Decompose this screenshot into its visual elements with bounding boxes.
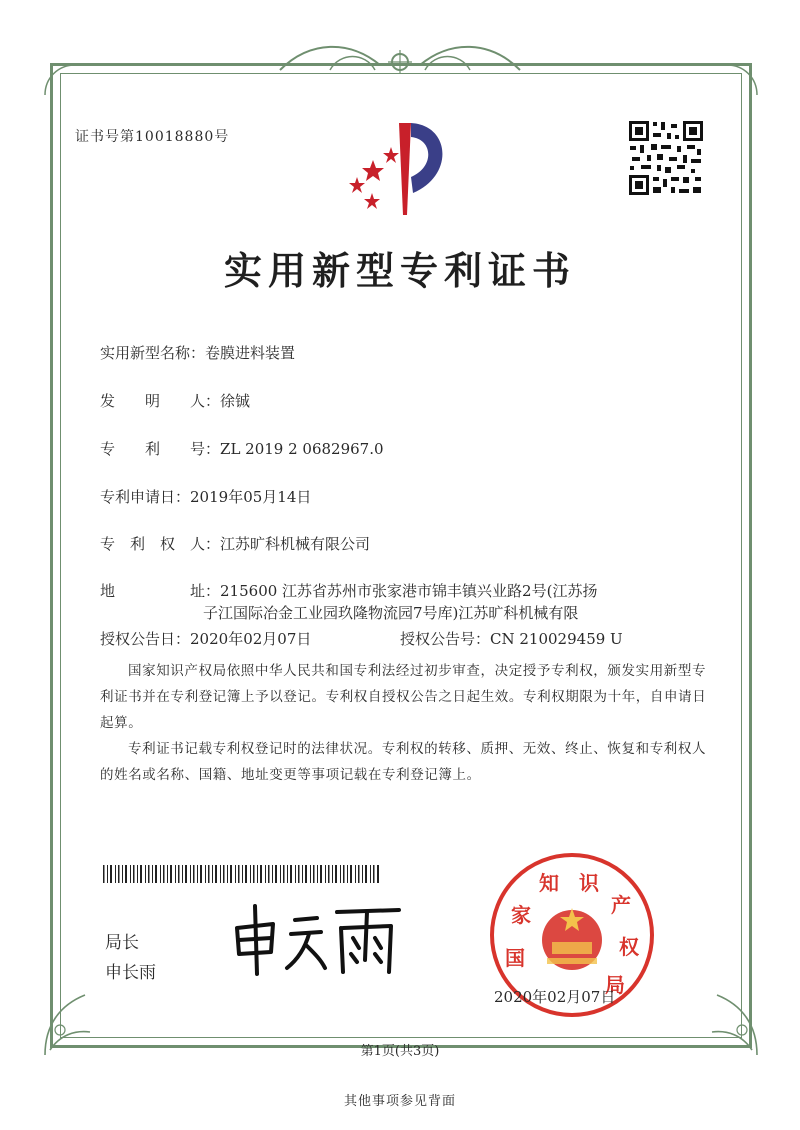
patent-number-row (100, 438, 384, 459)
grant-number-label: 授权公告号： (400, 630, 491, 648)
certificate-statement-paragraph: 国家知识产权局依照中华人民共和国专利法经过初步审查，决定授予专利权，颁发实用新型专利证书并在专利登记簿上予以登记。专利权自授权公告之日起生效。专利权期限为十年，自申请日起算。 (100, 663, 707, 731)
filing-date-label: 专利申请日： (100, 488, 191, 506)
barcode-icon (103, 865, 380, 883)
utility-model-name-value: 卷膜进料装置 (205, 344, 296, 362)
patentee-row (100, 533, 370, 554)
inventor-row (100, 390, 250, 411)
utility-model-name-row (100, 342, 295, 363)
svg-text:识: 识 (579, 871, 599, 895)
utility-model-name-label: 实用新型名称： (100, 344, 206, 362)
certificate-title: 实用新型专利证书 (223, 249, 576, 293)
address-line-2: 子江国际冶金工业园玖隆物流园7号库)江苏旷科机械有限 (203, 604, 579, 622)
patentee-label: 专 利 权 人： (100, 535, 221, 553)
grant-date-value: 2020年02月07日 (190, 630, 312, 648)
certificate-number: 证书号第10018880号 (75, 129, 230, 145)
filing-date-value: 2019年05月14日 (190, 488, 312, 506)
grant-date-label: 授权公告日： (100, 630, 191, 648)
grant-date-row (100, 628, 311, 649)
patentee-value: 江苏旷科机械有限公司 (220, 535, 371, 553)
filing-date-row (100, 486, 311, 507)
inventor-label: 发 明 人： (100, 392, 221, 410)
address-line-1: 215600 江苏省苏州市张家港市锦丰镇兴业路2号(江苏扬 (220, 582, 598, 600)
svg-text:产: 产 (611, 893, 631, 917)
director-title: 局长 (105, 933, 139, 953)
legal-status-paragraph: 专利证书记载专利权登记时的法律状况。专利权的转移、质押、无效、终止、恢复和专利权人的姓名或名称、国籍、地址变更等事项记载在专利登记簿上。 (100, 741, 707, 783)
corner-ornament-icon (40, 60, 80, 100)
director-signature-icon (225, 898, 405, 978)
top-ornament-icon (270, 40, 530, 80)
qr-code-icon (627, 119, 705, 197)
grant-number-value: CN 210029459 U (490, 630, 623, 648)
address-label: 地 址： (100, 582, 221, 600)
cnipa-logo-icon (335, 115, 460, 225)
inventor-value: 徐铖 (220, 392, 251, 410)
grant-number-row (400, 628, 623, 649)
seal-date: 2020年02月07日 (494, 988, 616, 1006)
patent-number-value: ZL 2019 2 0682967.0 (220, 440, 384, 458)
svg-text:家: 家 (511, 903, 531, 927)
svg-text:国: 国 (505, 946, 525, 970)
svg-text:局: 局 (605, 973, 625, 997)
page-number: 第1页(共3页) (360, 1044, 440, 1059)
footer-note: 其他事项参见背面 (343, 1094, 456, 1109)
director-name: 申长雨 (105, 963, 156, 983)
address-row (100, 580, 597, 601)
patent-number-label: 专 利 号： (100, 440, 221, 458)
svg-text:权: 权 (619, 935, 639, 959)
svg-text:知: 知 (539, 871, 559, 895)
corner-ornament-icon (722, 60, 762, 100)
